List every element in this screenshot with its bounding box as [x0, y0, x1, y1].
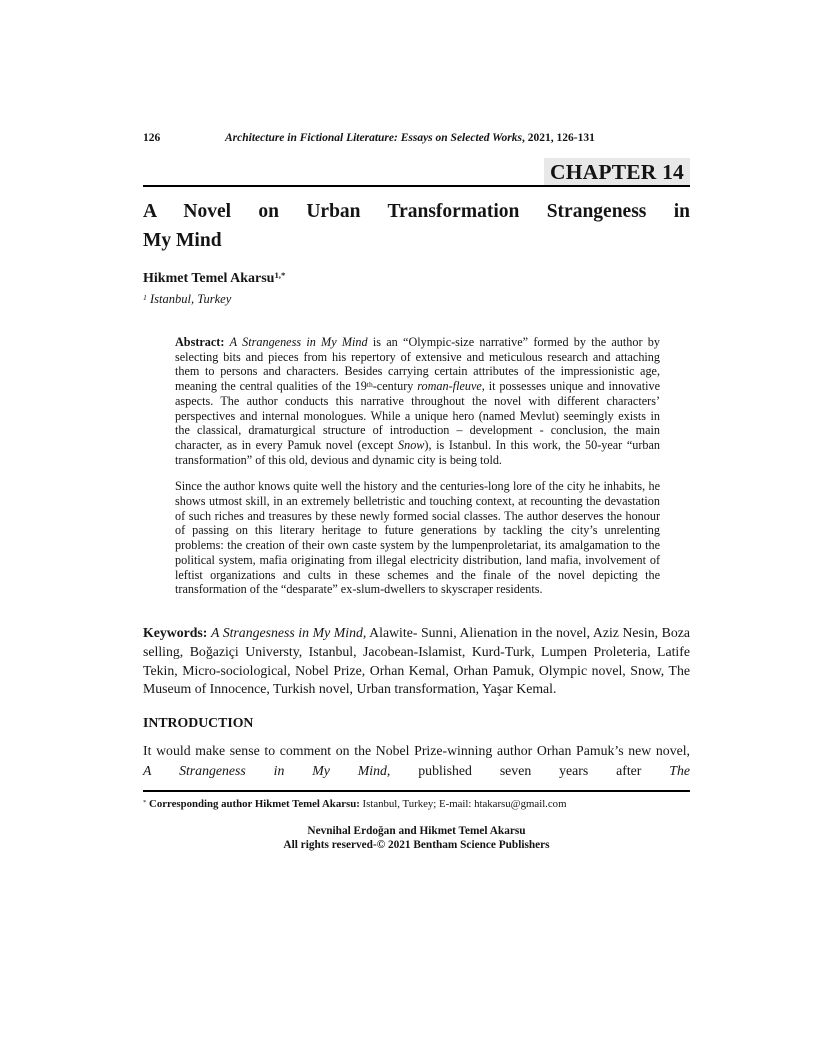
chapter-title-line-2: My Mind	[143, 229, 222, 251]
chapter-rule	[143, 158, 690, 187]
author-line	[143, 270, 690, 287]
keywords-paragraph: Keywords: A Strangesness in My Mind, Alawite- Sunni, Alienation in the novel, Aziz Nesin, Boza selling, Boğaziçi Universty, Istanbul, Jacobean-Islamist, Kurd-Turk, Lumpen Proleteria, Latife Tekin, Micro-sociological, Nobel Prize, Orhan Kemal, Orhan Pamuk, Olympic novel, Snow, The Museum of Innocence, Turkish novel, Urban transformation, Yaşar Kemal.	[143, 624, 691, 697]
chapter-title-line-1: A Novel on Urban Transformation Strangeness in	[143, 201, 690, 222]
imprint	[143, 824, 690, 852]
page-content	[143, 131, 690, 852]
introduction-paragraph: It would make sense to comment on the Nobel Prize-winning author Orhan Pamuk’s new novel, A Strangeness in My Mind, published seven years after The	[143, 743, 690, 778]
imprint-copyright: All rights reserved-© 2021 Bentham Science Publishers	[283, 839, 550, 852]
section-heading-introduction: INTRODUCTION	[143, 715, 254, 731]
chapter-title	[143, 198, 690, 255]
imprint-authors: Nevnihal Erdoğan and Hikmet Temel Akarsu	[307, 825, 526, 838]
abstract-paragraph-2: Since the author knows quite well the history and the centuries-long lore of the city he inhabits, he shows utmost skill, in an extremely belletristic and touching context, at recounting the devastation of such riches and treasures by these newly formed social classes. The author deserves the honour of passing on this literary heritage to future generations by tackling the city’s unrelenting problems: the creation of their own caste system by the lumpenproletariat, its amalgamation to the political system, mafia originating from illegal electricity distribution, land mafia, involvement of leftist organizations and cults in these schemes and the finale of the novel depicting the transformation of the “desparate” ex-slum-dwellers to skyscraper residents.	[175, 479, 660, 597]
corresponding-author-footnote: * Corresponding author Hikmet Temel Akarsu: Istanbul, Turkey; E-mail: htakarsu@gmail.com	[143, 790, 690, 811]
author-name: Hikmet Temel Akarsu	[143, 271, 275, 286]
running-head: Architecture in Fictional Literature: Essays on Selected Works, 2021, 126-131	[225, 132, 595, 144]
abstract-paragraph-1: Abstract: A Strangeness in My Mind is an “Olympic-size narrative” formed by the author by selecting bits and pieces from his repertory of extensive and meticulous research and attaching them to persons and characters. Besides carrying certain attributes of the impressionistic age, meaning the central qualities of the 19th-century roman-fleuve, it possesses unique and innovative aspects. The author conducts this narrative throughout the novel with different characters’ perspectives and internal monologues. While a unique hero (named Mevlut) seemingly exists in the classical, dramaturgical structure of introduction – development - conclusion, the main character, as in every Pamuk novel (except Snow), is Istanbul. In this work, the 50-year “urban transformation” of this old, devious and dynamic city is being told.	[175, 335, 660, 467]
affiliation	[143, 292, 690, 307]
affiliation-superscript: 1	[143, 292, 147, 302]
page-number: 126	[143, 132, 161, 144]
page-header	[143, 131, 690, 145]
author-superscript: 1,*	[274, 270, 286, 281]
chapter-badge: CHAPTER 14	[544, 158, 690, 185]
affiliation-text: Istanbul, Turkey	[150, 292, 232, 306]
abstract-block	[175, 335, 660, 597]
